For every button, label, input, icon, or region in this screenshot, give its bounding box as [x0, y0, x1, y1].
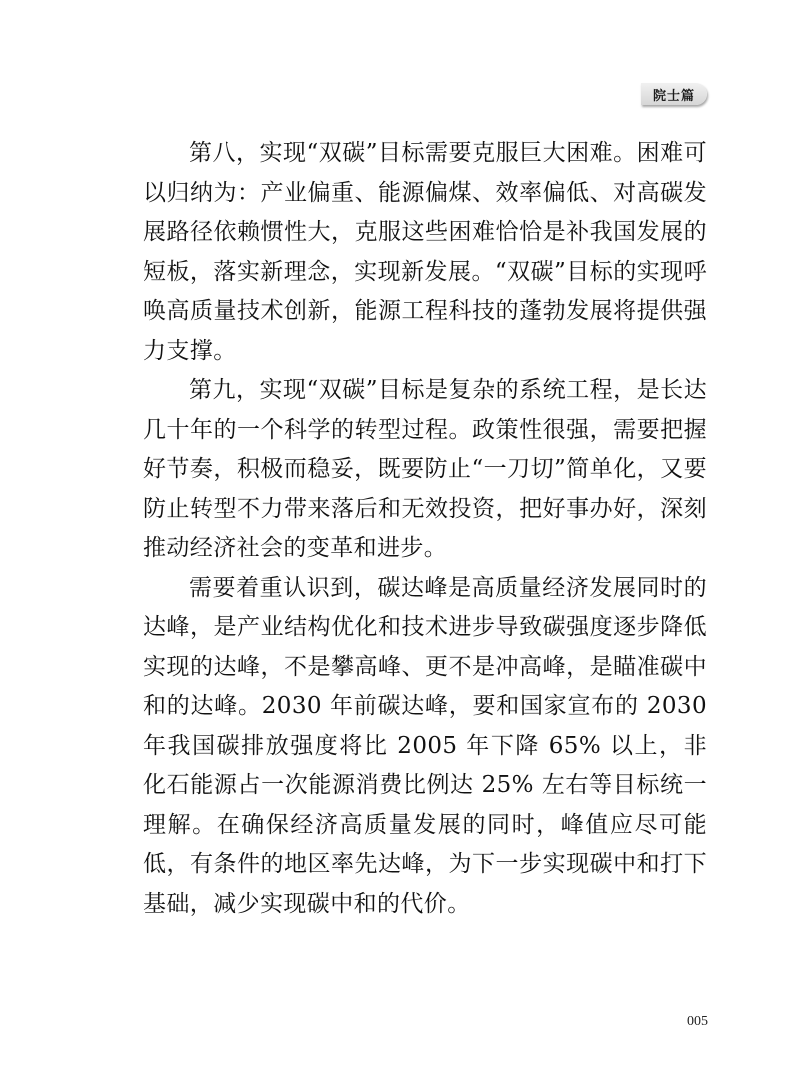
page-number: 005 [687, 1014, 708, 1029]
section-tab-label: 院士篇 [641, 83, 707, 105]
paragraph-2: 第九，实现“双碳”目标是复杂的系统工程，是长达几十年的一个科学的转型过程。政策性很强，需要把握好节奏，积极而稳妥，既要防止“一刀切”简单化，又要防止转型不力带来落后和无效投资，把好事办好，深刻推动经济社会的变革和进步。 [143, 377, 707, 561]
body-text [143, 134, 707, 924]
paragraph-3: 需要着重认识到，碳达峰是高质量经济发展同时的达峰，是产业结构优化和技术进步导致碳强度逐步降低实现的达峰，不是攀高峰、更不是冲高峰，是瞄准碳中和的达峰。2030 年前碳达峰，要和国家宣布的 2030 年我国碳排放强度将比 2005 年下降 65% 以上，非化石能源占一次能源消费比例达 25% 左右等目标统一理解。在确保经济高质量发展的同时，峰值应尽可能低，有条件的地区率先达峰，为下一步实现碳中和打下基础，减少实现碳中和的代价。 [143, 574, 707, 917]
paragraph-1: 第八，实现“双碳”目标需要克服巨大困难。困难可以归纳为：产业偏重、能源偏煤、效率偏低、对高碳发展路径依赖惯性大，克服这些困难恰恰是补我国发展的短板，落实新理念，实现新发展。“双碳”目标的实现呼唤高质量技术创新，能源工程科技的蓬勃发展将提供强力支撑。 [143, 140, 707, 364]
